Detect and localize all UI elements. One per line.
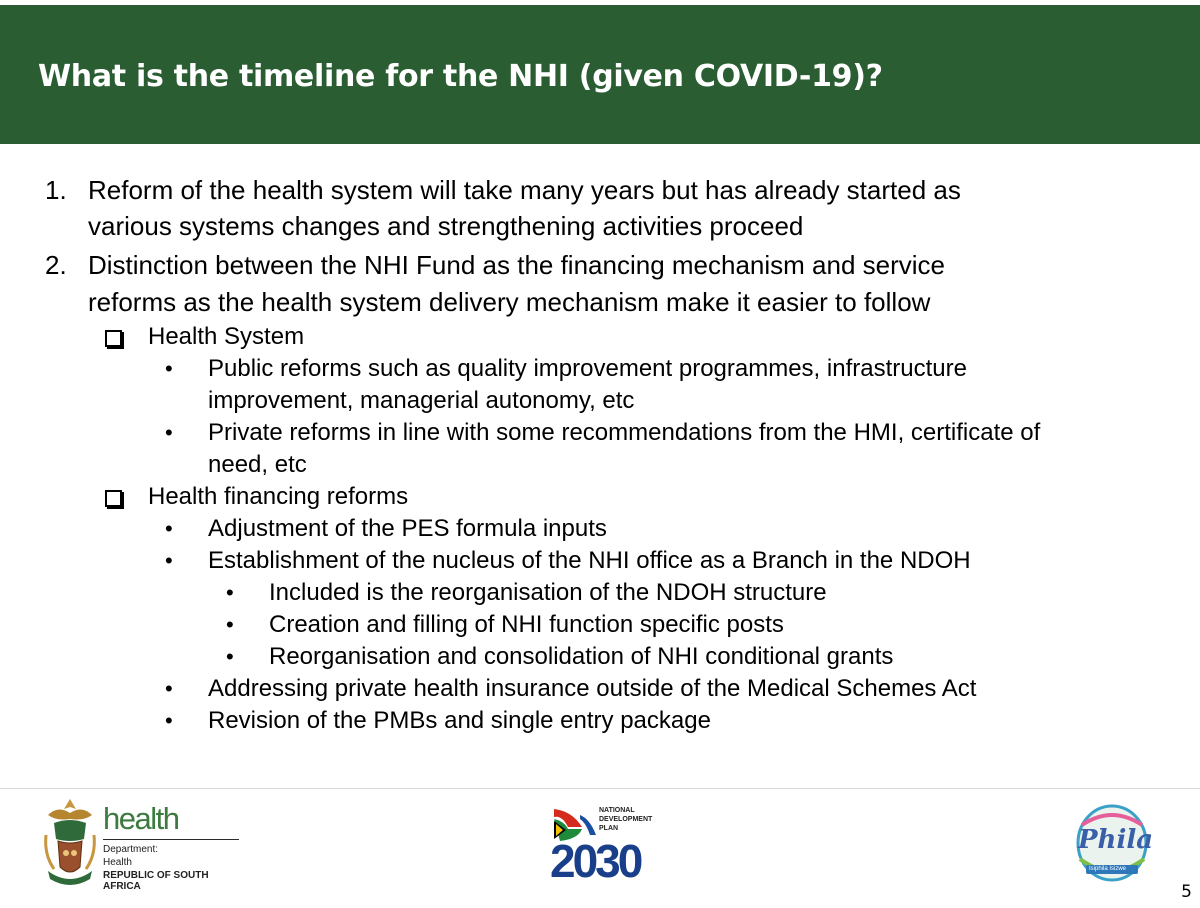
item-text: reforms as the health system delivery mechanism make it easier to follow <box>88 287 931 317</box>
bullet-icon: • <box>226 580 234 605</box>
ndp-line2: DEVELOPMENT <box>599 816 653 823</box>
bullet-icon: • <box>165 676 173 701</box>
coat-of-arms-icon <box>40 795 100 890</box>
bullet-icon: • <box>165 516 173 541</box>
section-heading: Health System <box>148 323 305 350</box>
phila-tagline: Isiphila Isizwe <box>1089 866 1127 872</box>
bullet-text: Public reforms such as quality improvement programmes, infrastructure <box>208 355 967 382</box>
item-number: 1. <box>45 175 67 205</box>
bullet-icon: • <box>165 420 173 445</box>
bullet-text: need, etc <box>208 451 307 478</box>
bullet-icon: • <box>226 612 234 637</box>
bullet-text: Private reforms in line with some recommendations from the HMI, certificate of <box>208 419 1041 446</box>
health-logo-line3: REPUBLIC OF SOUTH AFRICA <box>103 870 209 892</box>
bullet-text: improvement, managerial autonomy, etc <box>208 387 635 414</box>
item-text: various systems changes and strengthening activities proceed <box>88 211 804 241</box>
health-logo-line1: Department: <box>103 844 159 855</box>
bullet-icon: • <box>165 548 173 573</box>
bullet-text: Addressing private health insurance outside of the Medical Schemes Act <box>208 675 977 702</box>
title-bar <box>0 5 1200 144</box>
health-word: health <box>103 801 179 836</box>
sub-bullet-text: Creation and filling of NHI function specific posts <box>269 611 784 638</box>
section-heading: Health financing reforms <box>148 483 409 510</box>
item-number: 2. <box>45 250 67 280</box>
bullet-text: Adjustment of the PES formula inputs <box>208 515 607 542</box>
health-logo-rule <box>103 839 239 840</box>
item-text: Reform of the health system will take many years but has already started as <box>88 175 961 205</box>
ndp-2030-logo <box>550 805 653 890</box>
bullet-text: Establishment of the nucleus of the NHI office as a Branch in the NDOH <box>208 547 971 574</box>
sub-bullet-text: Reorganisation and consolidation of NHI conditional grants <box>269 643 894 670</box>
bullet-icon: • <box>226 644 234 669</box>
bullet-text: Revision of the PMBs and single entry package <box>208 707 711 734</box>
ndp-year: 2030 <box>550 835 641 887</box>
phila-word: Phila <box>1078 825 1154 855</box>
sub-bullet-text: Included is the reorganisation of the NDOH structure <box>269 579 827 606</box>
checkbox-bullet-icon <box>105 490 122 507</box>
ndp-line1: NATIONAL <box>599 807 635 814</box>
item-text: Distinction between the NHI Fund as the financing mechanism and service <box>88 250 945 280</box>
ndp-line3: PLAN <box>599 825 619 832</box>
slide-title: What is the timeline for the NHI (given COVID-19)? <box>38 59 883 94</box>
bullet-icon: • <box>165 356 173 381</box>
bullet-icon: • <box>165 708 173 733</box>
health-logo-line2: Health <box>103 857 132 868</box>
health-department-logo <box>40 795 240 890</box>
footer-divider <box>0 788 1200 789</box>
checkbox-bullet-icon <box>105 330 122 347</box>
page-number: 5 <box>1181 882 1192 902</box>
phila-logo <box>1072 803 1152 885</box>
